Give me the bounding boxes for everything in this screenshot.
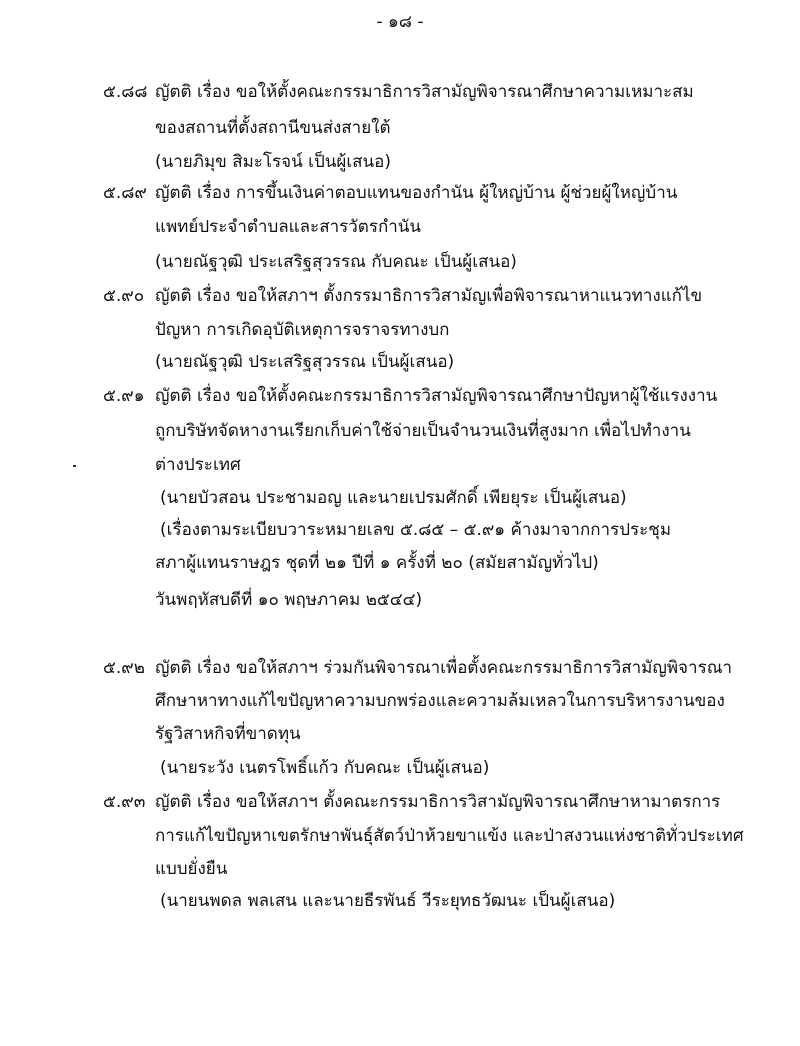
item-number: ๕.๘๘ <box>103 82 148 102</box>
item-number: ๕.๙๑ <box>103 386 145 406</box>
proposer-line: (นายบัวสอน ประชามอญ และนายเปรมศักดิ์ เพียยุระ เป็นผู้เสนอ) <box>160 488 627 508</box>
item-title-line: รัฐวิสาหกิจที่ขาดทุน <box>155 724 301 744</box>
item-title-line: ต่างประเทศ <box>155 455 241 475</box>
item-title-line: แพทย์ประจำตำบลและสารวัตรกำนัน <box>155 217 422 237</box>
proposer-line: (นายระวัง เนตรโพธิ์แก้ว กับคณะ เป็นผู้เสนอ) <box>160 758 490 778</box>
note-line: (เรื่องตามระเบียบวาระหมายเลข ๕.๘๕ – ๕.๙๑ ค้างมาจากการประชุม <box>160 520 672 540</box>
proposer-line: (นายณัฐวุฒิ ประเสริฐสุวรรณ กับคณะ เป็นผู้เสนอ) <box>155 252 517 272</box>
item-title-line: การแก้ไขปัญหาเขตรักษาพันธุ์สัตว์ป่าห้วยขาแข้ง และป่าสงวนแห่งชาติทั่วประเทศ <box>155 826 744 846</box>
item-title-line: ของสถานที่ตั้งสถานีขนส่งสายใต้ <box>155 118 391 138</box>
item-title-line: ญัตติ เรื่อง ขอให้ตั้งคณะกรรมาธิการวิสามัญพิจารณาศึกษาความเหมาะสม <box>155 82 694 102</box>
proposer-line: (นายนพดล พลเสน และนายธีรพันธ์ วีระยุทธวัฒนะ เป็นผู้เสนอ) <box>160 891 616 911</box>
proposer-line: (นายณัฐวุฒิ ประเสริฐสุวรรณ เป็นผู้เสนอ) <box>155 352 455 372</box>
item-title-line: ศึกษาหาทางแก้ไขปัญหาความบกพร่องและความล้มเหลวในการบริหารงานของ <box>155 691 725 711</box>
note-line: วันพฤหัสบดีที่ ๑๐ พฤษภาคม ๒๕๔๔) <box>155 590 423 610</box>
item-title-line: แบบยั่งยืน <box>155 859 228 879</box>
item-title-line: ญัตติ เรื่อง ขอให้สภาฯ ตั้งกรรมาธิการวิสามัญเพื่อพิจารณาหาแนวทางแก้ไข <box>155 286 703 306</box>
page-number: - ๑๘ - <box>376 12 424 32</box>
item-number: ๕.๙๒ <box>103 658 145 678</box>
item-title-line: ปัญหา การเกิดอุบัติเหตุการจราจรทางบก <box>155 320 450 340</box>
note-line: สภาผู้แทนราษฎร ชุดที่ ๒๑ ปีที่ ๑ ครั้งที่ ๒๐ (สมัยสามัญทั่วไป) <box>155 553 599 573</box>
proposer-line: (นายภิมุข สิมะโรจน์ เป็นผู้เสนอ) <box>155 152 391 172</box>
scan-speck <box>73 465 76 467</box>
item-number: ๕.๙๓ <box>103 792 146 812</box>
item-number: ๕.๘๙ <box>103 183 147 203</box>
item-title-line: ญัตติ เรื่อง การขึ้นเงินค่าตอบแทนของกำนัน ผู้ใหญ่บ้าน ผู้ช่วยผู้ใหญ่บ้าน <box>155 183 678 203</box>
item-title-line: ญัตติ เรื่อง ขอให้สภาฯ ตั้งคณะกรรมาธิการวิสามัญพิจารณาศึกษาหามาตรการ <box>155 792 721 812</box>
item-title-line: ญัตติ เรื่อง ขอให้สภาฯ ร่วมกันพิจารณาเพื่อตั้งคณะกรรมาธิการวิสามัญพิจารณา <box>155 658 733 678</box>
item-number: ๕.๙๐ <box>103 286 145 306</box>
item-title-line: ญัตติ เรื่อง ขอให้ตั้งคณะกรรมาธิการวิสามัญพิจารณาศึกษาปัญหาผู้ใช้แรงงาน <box>155 386 718 406</box>
item-title-line: ถูกบริษัทจัดหางานเรียกเก็บค่าใช้จ่ายเป็นจำนวนเงินที่สูงมาก เพื่อไปทำงาน <box>155 421 691 441</box>
